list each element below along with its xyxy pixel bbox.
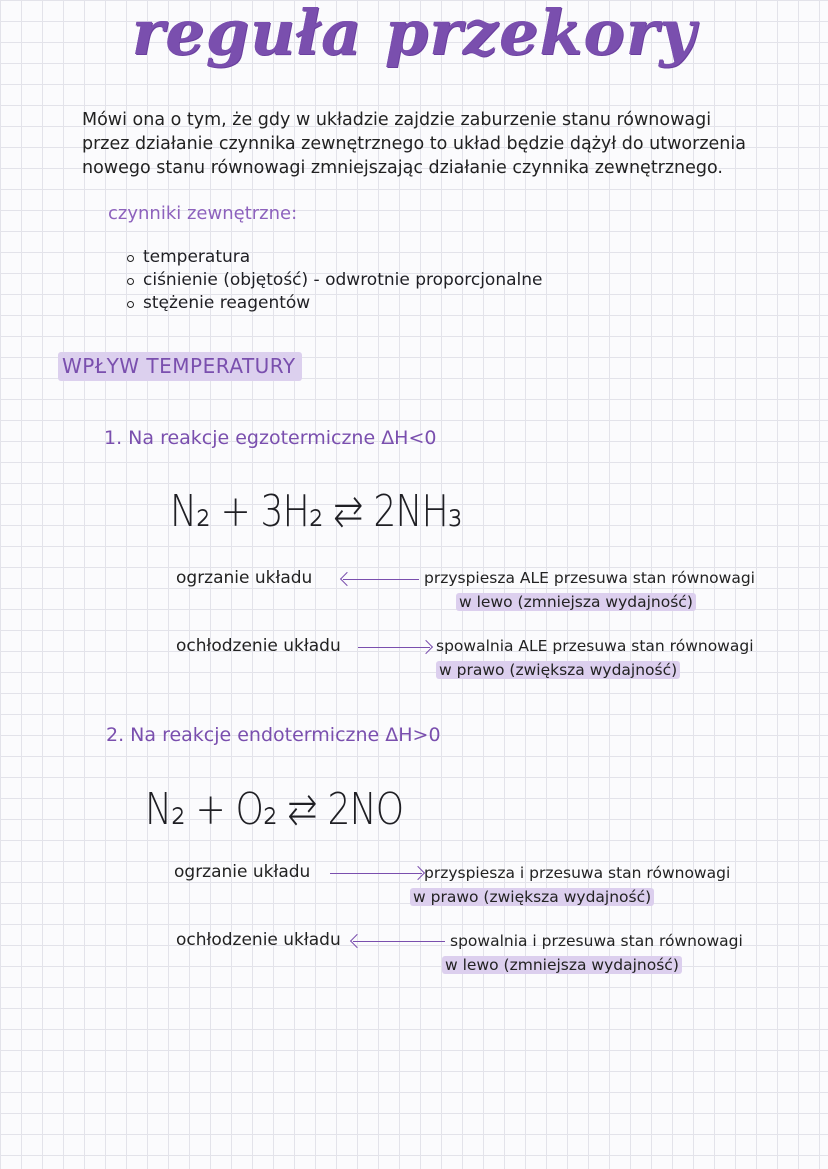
left-arrow-icon [353,941,445,942]
intro-line: Mówi ona o tym, że gdy w układzie zajdzie zaburzenie stanu równowagi [82,110,712,130]
factors-list [125,246,542,315]
result-line-wrap [424,590,755,614]
intro-line: nowego stanu równowagi zmniejszając działanie czynnika zewnętrznego. [82,158,723,178]
case1-heating-label: ogrzanie układu [176,568,313,588]
case2-heading: 2. Na reakcje endotermiczne ΔH>0 [106,724,441,746]
right-arrow-icon [358,647,430,648]
left-arrow-icon [343,579,419,580]
factor-item: stężenie reagentów [125,292,542,315]
result-line-wrap [442,953,743,977]
section-heading: WPŁYW TEMPERATURY [58,352,302,381]
factors-heading: czynniki zewnętrzne: [108,203,298,224]
result-line: spowalnia ALE przesuwa stan równowagi [436,637,754,655]
case1-cooling-label: ochłodzenie układu [176,636,341,656]
case2-heating-label: ogrzanie układu [174,862,311,882]
intro-line: przez działanie czynnika zewnętrznego to układ będzie dążył do utworzenia [82,134,746,154]
case1-equation: N₂ + 3H₂ ⇄ 2NH₃ [170,486,462,537]
result-line: przyspiesza i przesuwa stan równowagi [424,864,731,882]
factor-item: temperatura [125,246,542,269]
case1-heating-result [424,566,755,614]
factor-item: ciśnienie (objętość) - odwrotnie proporcjonalne [125,269,542,292]
case2-heating-result [413,861,731,909]
result-line-highlight: w lewo (zmniejsza wydajność) [442,956,682,974]
case1-heading: 1. Na reakcje egzotermiczne ΔH<0 [104,427,437,449]
intro-paragraph [82,108,746,180]
case1-cooling-result [436,634,754,682]
right-arrow-icon [330,873,422,874]
result-line: przyspiesza ALE przesuwa stan równowagi [424,569,755,587]
result-line-wrap [410,885,730,909]
result-line-highlight: w prawo (zwiększa wydajność) [436,661,680,679]
case2-cooling-result [445,929,743,977]
result-line: spowalnia i przesuwa stan równowagi [450,932,743,950]
result-line-wrap [436,658,754,682]
case2-equation: N₂ + O₂ ⇄ 2NO [145,784,404,835]
result-line-highlight: w lewo (zmniejsza wydajność) [456,593,696,611]
page-title: reguła przekory [131,0,697,69]
case2-cooling-label: ochłodzenie układu [176,930,341,950]
result-line-highlight: w prawo (zwiększa wydajność) [410,888,654,906]
